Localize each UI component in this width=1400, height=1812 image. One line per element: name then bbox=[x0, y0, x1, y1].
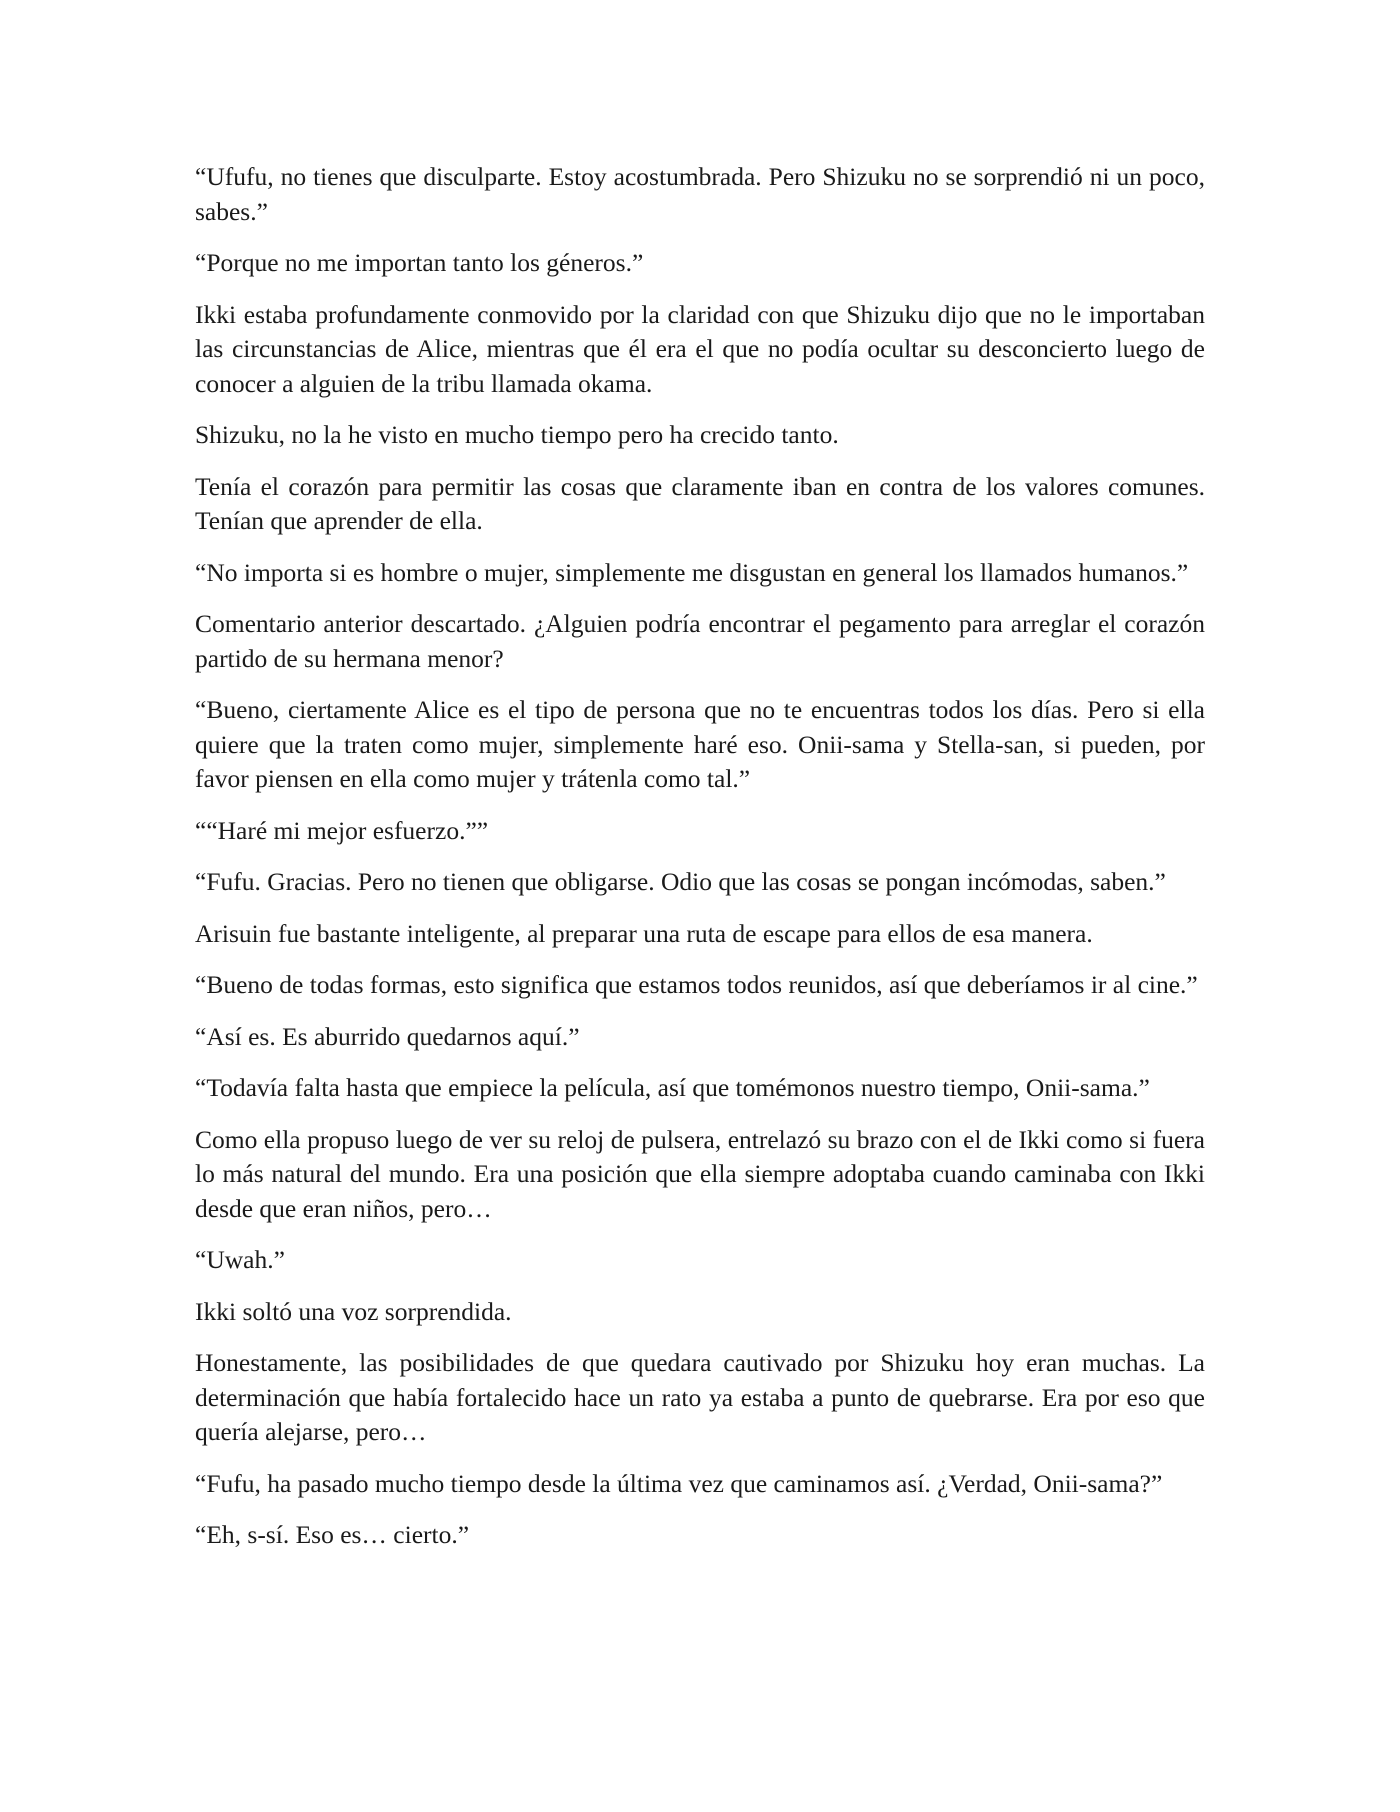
paragraph: Ikki estaba profundamente conmovido por la claridad con que Shizuku dijo que no le importaban las circunstancias de Alice, mientras que él era el que no podía ocultar su desconcierto luego de conocer a alguien de la tribu llamada okama. bbox=[195, 299, 1205, 398]
paragraph: ““Haré mi mejor esfuerzo.”” bbox=[195, 815, 489, 845]
paragraph: “Bueno, ciertamente Alice es el tipo de persona que no te encuentras todos los días. Pero si ella quiere que la traten como mujer, simplemente haré eso. Onii-sama y Stella-san, si pueden, por favor piensen en ella como mujer y trátenla como tal.” bbox=[195, 695, 1205, 793]
paragraph: Tenía el corazón para permitir las cosas que claramente iban en contra de los valores comunes. Tenían que aprender de ella. bbox=[195, 471, 1205, 535]
paragraph: “Eh, s-sí. Eso es… cierto.” bbox=[195, 1520, 470, 1549]
paragraph: “Así es. Es aburrido quedarnos aquí.” bbox=[195, 1021, 580, 1051]
paragraph: “Uwah.” bbox=[195, 1245, 285, 1274]
paragraph: “Todavía falta hasta que empiece la película, así que tomémonos nuestro tiempo, Onii-sama.” bbox=[195, 1073, 1150, 1102]
paragraph: “Bueno de todas formas, esto significa que estamos todos reunidos, así que deberíamos ir al cine.” bbox=[195, 970, 1198, 999]
document-page bbox=[195, 160, 1205, 1570]
paragraph: Como ella propuso luego de ver su reloj de pulsera, entrelazó su brazo con el de Ikki como si fuera lo más natural del mundo. Era una posición que ella siempre adoptaba cuando caminaba con Ikki desde que eran niños, pero… bbox=[195, 1124, 1205, 1223]
paragraph: Arisuin fue bastante inteligente, al preparar una ruta de escape para ellos de esa manera. bbox=[195, 918, 1093, 948]
paragraph: “Fufu. Gracias. Pero no tienen que obligarse. Odio que las cosas se pongan incómodas, saben.” bbox=[195, 867, 1166, 896]
paragraph: “Porque no me importan tanto los géneros.” bbox=[195, 248, 644, 277]
paragraph: Honestamente, las posibilidades de que quedara cautivado por Shizuku hoy eran muchas. La determinación que había fortalecido hace un rato ya estaba a punto de quebrarse. Era por eso que quería alejarse, pero… bbox=[195, 1348, 1205, 1446]
paragraph: Comentario anterior descartado. ¿Alguien podría encontrar el pegamento para arreglar el corazón partido de su hermana menor? bbox=[195, 609, 1205, 673]
paragraph: “Fufu, ha pasado mucho tiempo desde la última vez que caminamos así. ¿Verdad, Onii-sama?” bbox=[195, 1468, 1163, 1498]
paragraph: Ikki soltó una voz sorprendida. bbox=[195, 1296, 512, 1326]
paragraph: “Ufufu, no tienes que disculparte. Estoy acostumbrada. Pero Shizuku no se sorprendió ni un poco, sabes.” bbox=[195, 162, 1205, 226]
paragraph: Shizuku, no la he visto en mucho tiempo pero ha crecido tanto. bbox=[195, 420, 839, 449]
paragraph: “No importa si es hombre o mujer, simplemente me disgustan en general los llamados humanos.” bbox=[195, 557, 1189, 587]
